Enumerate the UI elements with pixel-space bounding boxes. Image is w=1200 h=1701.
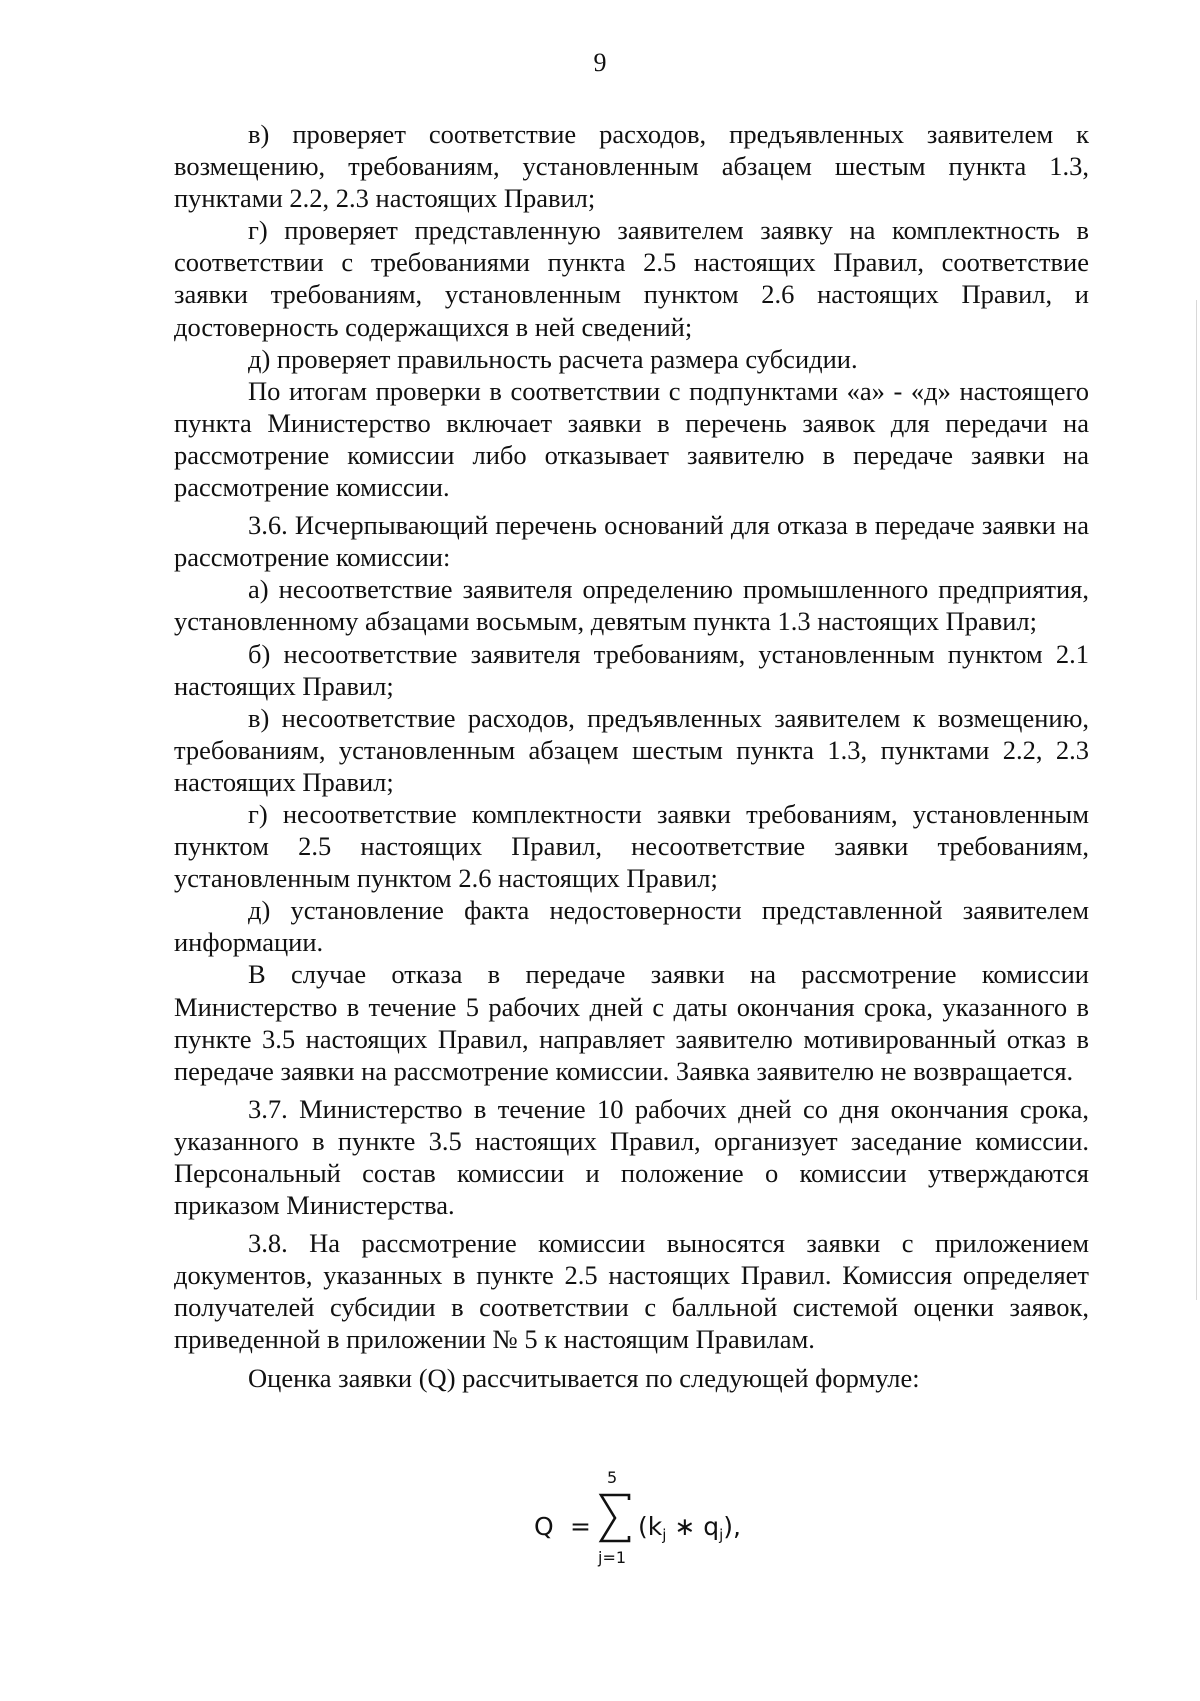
sum-upper-limit: 5	[607, 1468, 618, 1487]
scan-edge-line	[1196, 300, 1197, 1300]
formula-times: ∗ q	[666, 1512, 720, 1541]
paragraph-check-completeness: г) проверяет представленную заявителем заявку на комплектность в соответствии с требованиями пункта 2.5 настоящих Правил, соответствие заявки требованиям, установленным пунктом 2.6 настоящих Правил, и достоверность содержащихся в ней сведений;	[174, 215, 1089, 342]
paragraph-refusal-v: в) несоответствие расходов, предъявленных заявителем к возмещению, требованиям, установленным абзацем шестым пункта 1.3, пунктами 2.2, 2.3 настоящих Правил;	[174, 702, 1089, 797]
body-text	[174, 118, 1089, 1394]
paragraph-check-calculation: д) проверяет правильность расчета размера субсидии.	[248, 343, 858, 374]
paragraph-3-7: 3.7. Министерство в течение 10 рабочих дней со дня окончания срока, указанного в пункте 3.5 настоящих Правил, организует заседание комиссии. Персональный состав комиссии и положение о комиссии утверждаются приказом Министерства.	[174, 1093, 1089, 1221]
paragraph-refusal-b: б) несоответствие заявителя требованиям, установленным пунктом 2.1 настоящих Правил;	[174, 638, 1089, 701]
paragraph-refusal-g: г) несоответствие комплектности заявки требованиям, установленным пунктом 2.5 настоящих Правил, несоответствие заявки требованиям, установленным пунктом 2.6 настоящих Правил;	[174, 798, 1089, 894]
formula-open: (k	[638, 1512, 663, 1541]
sum-lower-limit: j=1	[598, 1548, 627, 1567]
formula-sub-k: j	[662, 1526, 667, 1544]
formula-lhs: Q	[534, 1512, 554, 1541]
formula-close: ),	[723, 1512, 741, 1541]
paragraph-formula-intro: Оценка заявки (Q) рассчитывается по следующей формуле:	[248, 1362, 920, 1393]
paragraph-3-6: 3.6. Исчерпывающий перечень оснований для отказа в передаче заявки на рассмотрение комиссии:	[174, 510, 1089, 573]
page-number: 9	[593, 48, 607, 77]
paragraph-3-8: 3.8. На рассмотрение комиссии выносятся заявки с приложением документов, указанных в пункте 2.5 настоящих Правил. Комиссия определяет получателей субсидии в соответствии с балльной системой оценки заявок, приведенной в приложении № 5 к настоящим Правилам.	[174, 1228, 1089, 1355]
paragraph-check-results: По итогам проверки в соответствии с подпунктами «а» - «д» настоящего пункта Министерство включает заявки в перечень заявок для передачи на рассмотрение комиссии либо отказывает заявителю в передаче заявки на рассмотрение комиссии.	[174, 375, 1089, 503]
paragraph-check-expenses: в) проверяет соответствие расходов, предъявленных заявителем к возмещению, требованиям, установленным абзацем шестым пункта 1.3, пунктами 2.2, 2.3 настоящих Правил;	[174, 119, 1089, 214]
score-formula	[534, 1468, 794, 1572]
paragraph-refusal-notice: В случае отказа в передаче заявки на рассмотрение комиссии Министерство в течение 5 рабочих дней с даты окончания срока, указанного в пункте 3.5 настоящих Правил, направляет заявителю мотивированный отказ в передаче заявки на рассмотрение комиссии. Заявка заявителю не возвращается.	[174, 959, 1089, 1086]
paragraph-refusal-a: а) несоответствие заявителя определению промышленного предприятия, установленному абзацами восьмым, девятым пункта 1.3 настоящих Правил;	[174, 574, 1089, 637]
formula-equals: =	[570, 1512, 591, 1541]
formula-body	[638, 1512, 741, 1544]
paragraph-refusal-d: д) установление факта недостоверности представленной заявителем информации.	[174, 895, 1089, 958]
formula-sub-q: j	[719, 1526, 724, 1544]
summation-icon	[597, 1492, 633, 1544]
